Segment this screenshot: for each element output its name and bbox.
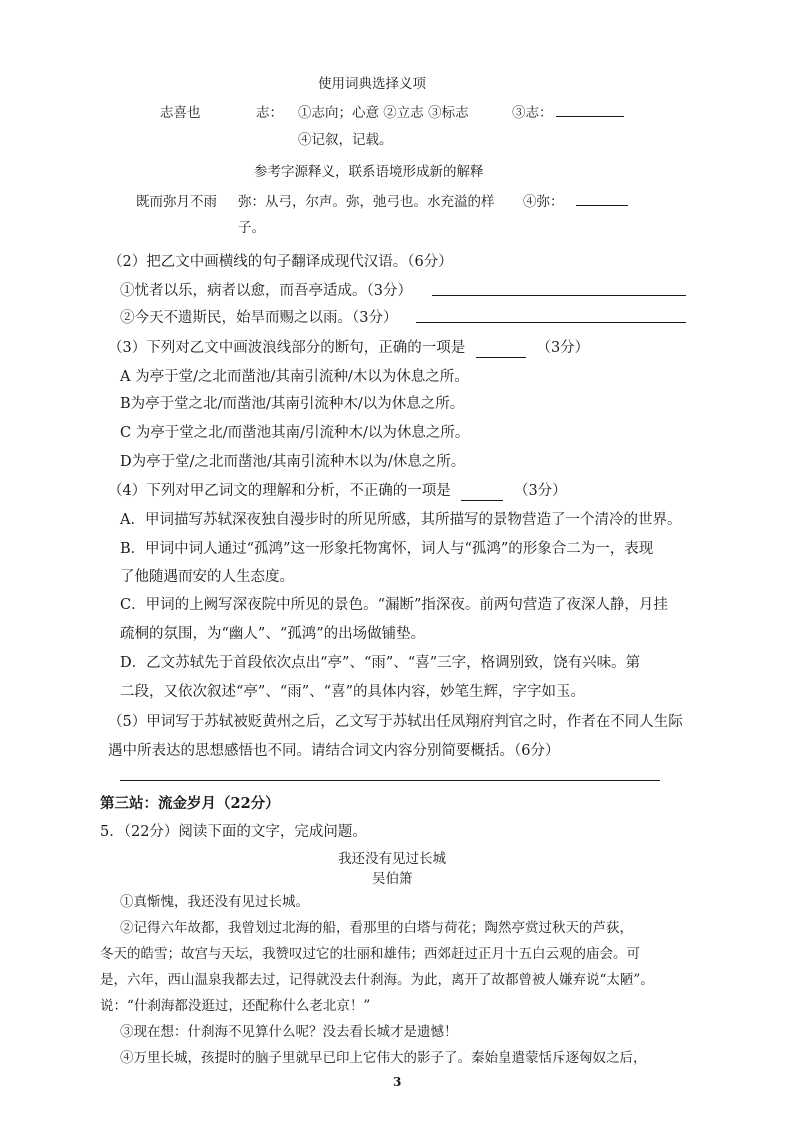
q3-option-c: C 为亭于堂之北/而凿池其南/引流种木/以为休息之所。 (120, 425, 470, 441)
article-paragraph-1: ①真惭愧，我还没有见过长城。 (120, 894, 309, 910)
q5-answer-line[interactable] (120, 780, 660, 781)
article-title: 我还没有见过长城 (338, 851, 446, 867)
q2-item2: ②今天不遗斯民，始旱而赐之以雨。（3分） (120, 310, 398, 326)
page-number: 3 (393, 1075, 402, 1089)
etymology-section-heading: 参考字源释义，联系语境形成新的解释 (254, 164, 484, 180)
article-paragraph-2-line1: ②记得六年故都，我曾划过北海的船，看那里的白塔与荷花；陶然亭赏过秋天的芦荻， (120, 920, 633, 936)
q3-answer-blank[interactable] (476, 341, 526, 358)
q2-item2-answer-blank[interactable] (416, 322, 686, 323)
dict-options-line2: ④记叙，记载。 (298, 132, 393, 148)
q3-option-a: A 为亭于堂/之北而凿池/其南引流种/木以为休息之所。 (120, 369, 469, 385)
etymology-question-label: ④弥： (523, 194, 564, 210)
q3-score: （3分） (536, 340, 590, 356)
q3-option-d: D为亭于堂/之北而凿池/其南引流种木以为/休息之所。 (120, 454, 466, 470)
etymology-explanation-line1: 弥：从弓，尔声。弥，弛弓也。水充溢的样 (238, 194, 495, 210)
dict-section-heading: 使用词典选择义项 (318, 76, 426, 92)
q4-option-a: A．甲词描写苏轼深夜独自漫步时的所见所感，其所描写的景物营造了一个清冷的世界。 (120, 512, 682, 528)
q2-item1: ①忧者以乐，病者以愈，而吾亭适成。（3分） (120, 283, 412, 299)
q3-prompt (108, 336, 589, 358)
q4-option-b-line2: 了他随遇而安的人生态度。 (120, 569, 294, 585)
q2-item1-answer-blank[interactable] (432, 295, 686, 296)
q3-option-b: B为亭于堂之北/而凿池/其南引流种木/以为休息之所。 (120, 396, 465, 412)
q4-option-d-line2: 二段，又依次叙述“亭”、“雨”、“喜”的具体内容，妙笔生辉，字字如玉。 (120, 684, 585, 700)
etymology-explanation-line2: 子。 (238, 220, 265, 236)
article-author: 吴伯箫 (372, 871, 413, 887)
dict-options-line1: ①志向；心意 ②立志 ③标志 (298, 105, 469, 121)
article-paragraph-2-line2: 冬天的皓雪；故宫与天坛，我赞叹过它的壮丽和雄伟；西郊赶过正月十五白云观的庙会。可 (100, 946, 640, 962)
article-paragraph-2-line4: 说：“什刹海都没逛过，还配称什么老北京！” (100, 998, 371, 1014)
section3-title: 第三站：流金岁月（22分） (100, 795, 280, 812)
q4-prompt (108, 479, 567, 501)
q4-score: （3分） (513, 483, 567, 499)
q4-option-b-line1: B．甲词中词人通过“孤鸿”这一形象托物寓怀，词人与“孤鸿”的形象合二为一，表现 (120, 541, 654, 557)
dict-word-label: 志： (256, 105, 283, 121)
q4-option-c-line2: 疏桐的氛围，为“幽人”、“孤鸿”的出场做铺垫。 (120, 626, 426, 642)
q4-prompt-text: （4）下列对甲乙词文的理解和分析，不正确的一项是 (108, 483, 451, 499)
etymology-example-phrase: 既而弥月不雨 (136, 194, 217, 210)
q5-prompt-line1: （5）甲词写于苏轼被贬黄州之后，乙文写于苏轼出任凤翔府判官之时，作者在不同人生际 (108, 714, 683, 730)
dict-answer-blank[interactable] (556, 116, 624, 117)
dict-example-phrase: 志喜也 (160, 105, 201, 121)
q4-option-d-line1: D．乙文苏轼先于首段依次点出“亭”、“雨”、“喜”三字，格调别致，饶有兴味。第 (120, 655, 641, 671)
q2-prompt: （2）把乙文中画横线的句子翻译成现代汉语。（6分） (108, 254, 453, 270)
article-paragraph-4: ④万里长城，孩提时的脑子里就早已印上它伟大的影子了。秦始皇遣蒙恬斥逐匈奴之后， (120, 1050, 647, 1066)
section3-question: 5．（22分）阅读下面的文字，完成问题。 (100, 824, 367, 840)
q4-option-c-line1: C．甲词的上阙写深夜院中所见的景色。“漏断”指深夜。前两句营造了夜深人静，月挂 (120, 597, 668, 613)
article-paragraph-2-line3: 是，六年，西山温泉我都去过，记得就没去什刹海。为此，离开了故都曾被人嫌弃说“太陋”。 (100, 972, 654, 988)
q3-prompt-text: （3）下列对乙文中画波浪线部分的断句，正确的一项是 (108, 340, 466, 356)
q4-answer-blank[interactable] (461, 484, 503, 501)
etymology-answer-blank[interactable] (576, 205, 628, 206)
q5-prompt-line2: 遇中所表达的思想感悟也不同。请结合词文内容分别简要概括。（6分） (108, 743, 560, 759)
article-paragraph-3: ③现在想：什刹海不见算什么呢？没去看长城才是遗憾！ (120, 1024, 458, 1040)
dict-question-label: ③志： (512, 105, 553, 121)
